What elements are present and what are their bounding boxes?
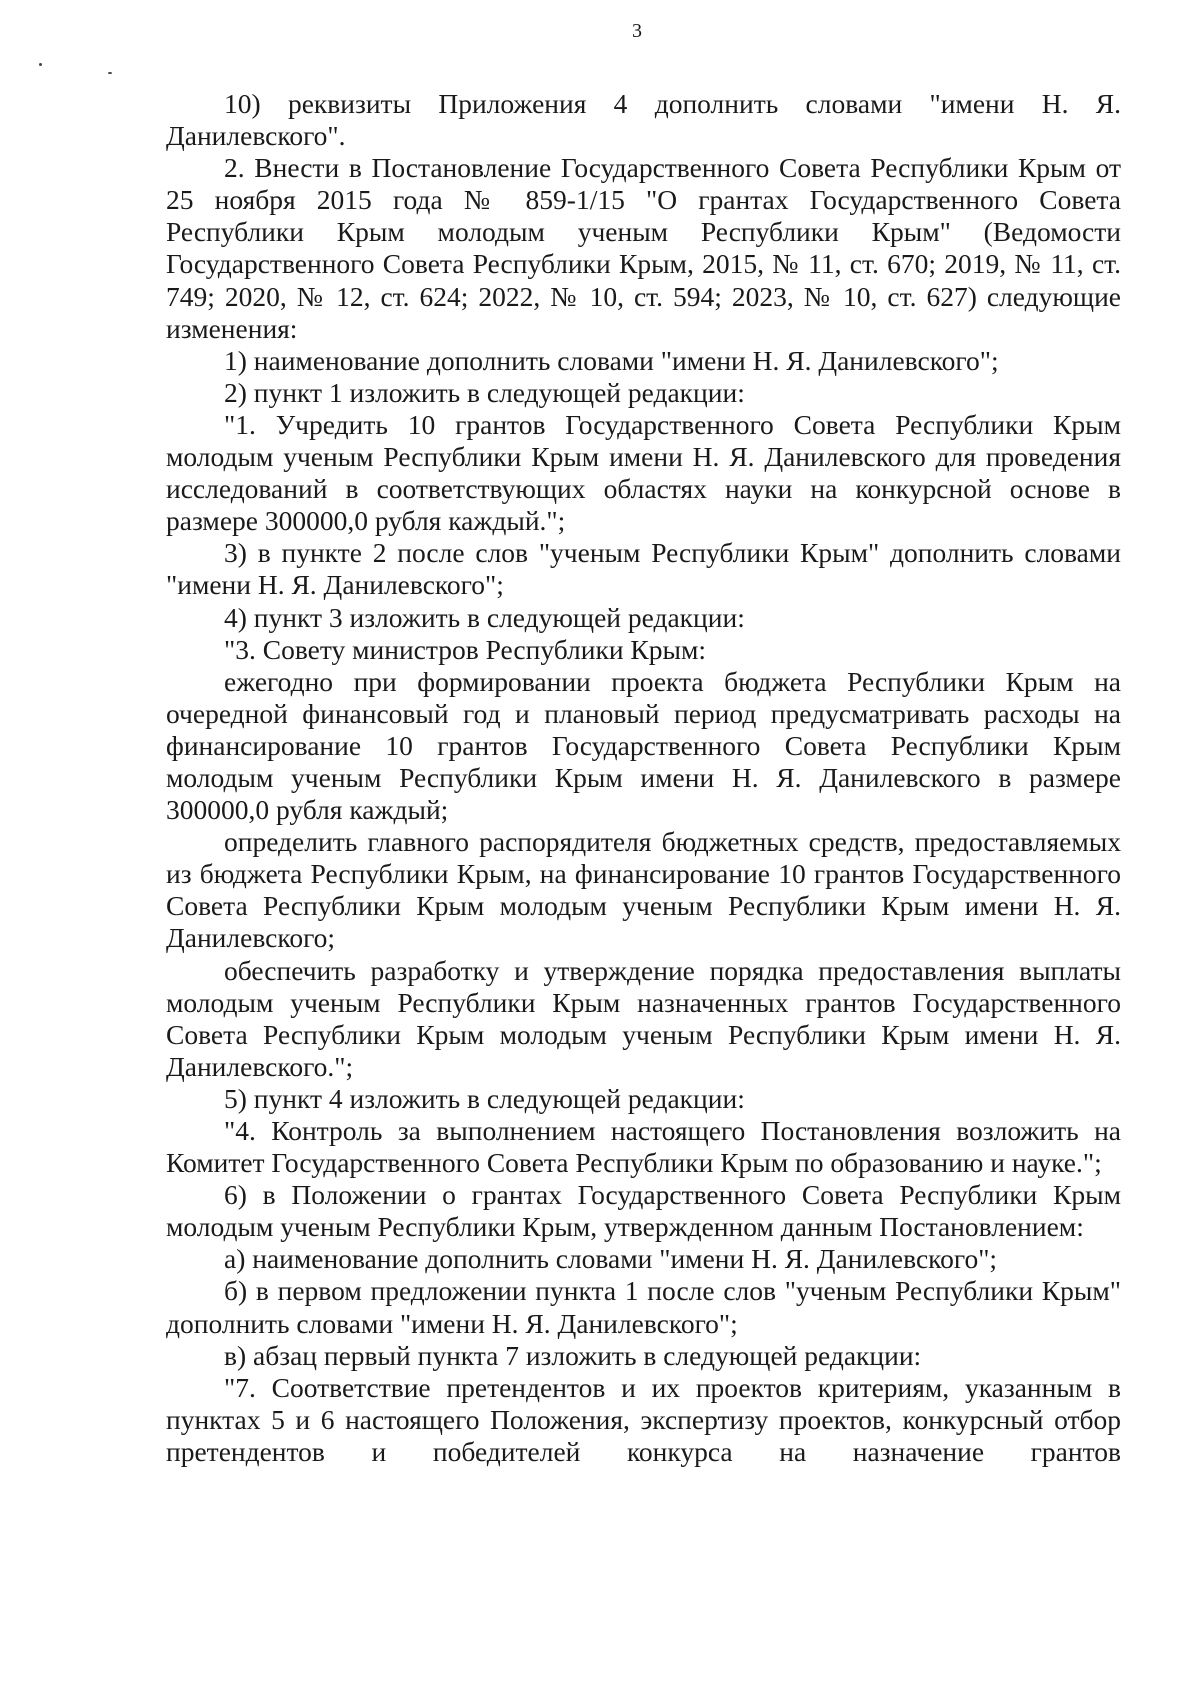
paragraph: 2) пункт 1 изложить в следующей редакции: — [224, 376, 745, 408]
paragraph: "4. Контроль за выполнением настоящего Постановления возложить на Комитет Государственного Совета Республики Крым по образованию и науке."; — [166, 1115, 1121, 1179]
paragraph: "7. Соответствие претендентов и их проектов критериям, указанным в пунктах 5 и 6 настоящего Положения, экспертизу проектов, конкурсный отбор претендентов и победителей конкурса на назначение грантов — [166, 1371, 1121, 1467]
paragraph: 5) пункт 4 изложить в следующей редакции: — [224, 1082, 745, 1114]
paragraph: "1. Учредить 10 грантов Государственного Совета Республики Крым молодым ученым Республики Крым имени Н. Я. Данилевского для проведения исследований в соответствующих областях науки на конкурсной основе в размере 300000,0 рубля каждый."; — [166, 408, 1121, 537]
page-number: 3 — [632, 20, 642, 42]
paragraph: 3) в пункте 2 после слов "ученым Республики Крым" дополнить словами "имени Н. Я. Данилевского"; — [166, 537, 1121, 601]
paragraph: в) абзац первый пункта 7 изложить в следующей редакции: — [224, 1339, 922, 1371]
document-body — [166, 88, 1121, 1468]
scan-speck — [108, 72, 112, 74]
paragraph: 2. Внести в Постановление Государственного Совета Республики Крым от 25 ноября 2015 года № 859-1/15 "О грантах Государственного Совета Республики Крым молодым ученым Республики Крым" (Ведомости Государственного Совета Республики Крым, 2015, № 11, ст. 670; 2019, № 11, ст. 749; 2020, № 12, ст. 624; 2022, № 10, ст. 594; 2023, № 10, ст. 627) следующие изменения: — [166, 152, 1121, 344]
paragraph: определить главного распорядителя бюджетных средств, предоставляемых из бюджета Республики Крым, на финансирование 10 грантов Государственного Совета Республики Крым молодым ученым Республики Крым имени Н. Я. Данилевского; — [166, 826, 1121, 954]
paragraph: ежегодно при формировании проекта бюджета Республики Крым на очередной финансовый год и плановый период предусматривать расходы на финансирование 10 грантов Государственного Совета Республики Крым молодым ученым Республики Крым имени Н. Я. Данилевского в размере 300000,0 рубля каждый; — [166, 665, 1121, 826]
paragraph: а) наименование дополнить словами "имени Н. Я. Данилевского"; — [224, 1243, 998, 1275]
paragraph: 4) пункт 3 изложить в следующей редакции: — [224, 601, 745, 633]
paragraph: 1) наименование дополнить словами "имени Н. Я. Данилевского"; — [224, 344, 999, 376]
paragraph: 10) реквизиты Приложения 4 дополнить словами "имени Н. Я. Данилевского". — [166, 88, 1121, 152]
paragraph: б) в первом предложении пункта 1 после слов "ученым Республики Крым" дополнить словами "имени Н. Я. Данилевского"; — [166, 1275, 1121, 1339]
paragraph: обеспечить разработку и утверждение порядка предоставления выплаты молодым ученым Республики Крым назначенных грантов Государственного Совета Республики Крым молодым ученым Республики Крым имени Н. Я. Данилевского."; — [166, 954, 1121, 1082]
scan-speck — [39, 63, 42, 66]
paragraph: "3. Совету министров Республики Крым: — [224, 633, 707, 665]
paragraph: 6) в Положении о грантах Государственного Совета Республики Крым молодым ученым Республики Крым, утвержденном данным Постановлением: — [166, 1179, 1121, 1243]
